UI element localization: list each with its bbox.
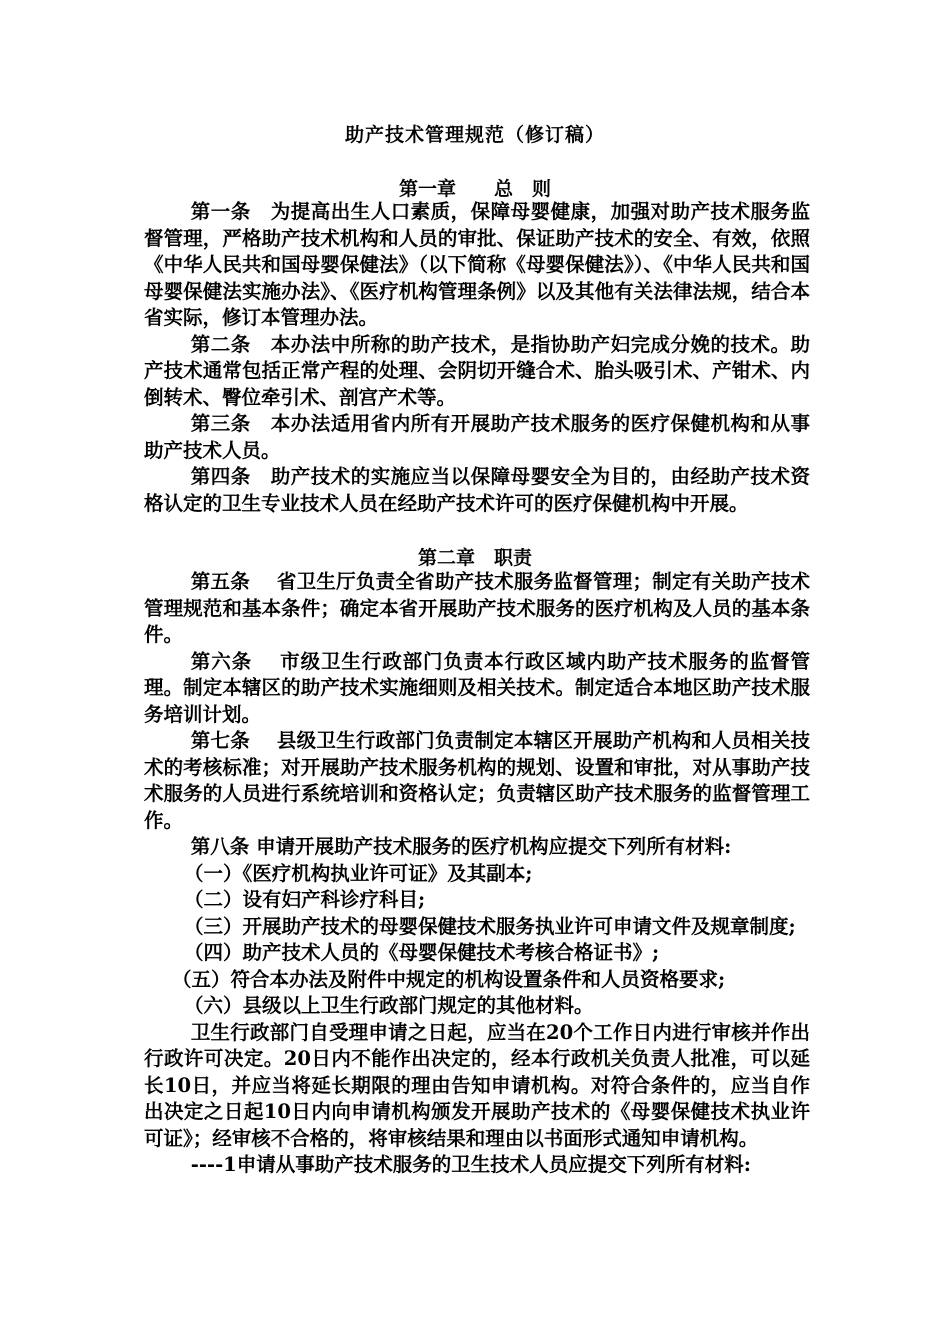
chapter-2-body [144,569,810,1179]
personnel-paragraph: ----1申请从事助产技术服务的卫生技术人员应提交下列所有材料: [190,1153,751,1176]
article-1: 第一条 为提高出生人口素质，保障母婴健康，加强对助产技术服务监督管理，严格助产技术机构和人员的审批、保证助产技术的安全、有效，依照《中华人民共和国母婴保健法》（以下简称《母婴保健法》）、《中华人民共和国母婴保健法实施办法》、《医疗机构管理条例》以及其他有关法律法规，结合本省实际，修订本管理办法。 [144,200,810,329]
list-item: （四）助产技术人员的《母婴保健技术考核合格证书》; [184,941,660,964]
list-item: （二）设有妇产科诊疗科目; [184,888,426,911]
article-7: 第七条 县级卫生行政部门负责制定本辖区开展助产机构和人员相关技术的考核标准；对开展助产技术服务机构的规划、设置和审批，对从事助产技术服务的人员进行系统培训和资格认定；负责辖区助产技术服务的监督管理工作。 [144,729,810,832]
list-item: （六）县级以上卫生行政部门规定的其他材料。 [184,994,594,1017]
article-5: 第五条 省卫生厅负责全省助产技术服务监督管理；制定有关助产技术管理规范和基本条件；确定本省开展助产技术服务的医疗机构及人员的基本条件。 [144,570,810,646]
article-8: 第八条 申请开展助产技术服务的医疗机构应提交下列所有材料: [190,835,732,858]
list-item: （三）开展助产技术的母婴保健技术服务执业许可申请文件及规章制度; [184,914,796,938]
article-3: 第三条 本办法适用省内所有开展助产技术服务的医疗保健机构和从事助产技术人员。 [144,412,810,462]
document-title: 助产技术管理规范（修订稿） [344,124,605,146]
approval-paragraph: 卫生行政部门自受理申请之日起，应当在20个工作日内进行审核并作出行政许可决定。20日内不能作出决定的，经本行政机关负责人批准，可以延长10日，并应当将延长期限的理由告知申请机构。对符合条件的，应当自作出决定之日起10日内向申请机构颁发开展助产技术的《母婴保健技术执业许可证》；经审核不合格的，将审核结果和理由以书面形式通知申请机构。 [144,1020,810,1150]
article-2: 第二条 本办法中所称的助产技术，是指协助产妇完成分娩的技术。助产技术通常包括正常产程的处理、会阴切开缝合术、胎头吸引术、产钳术、内倒转术、臀位牵引术、剖宫产术等。 [144,332,810,409]
chapter-1-heading: 第一章 总 则 [398,178,551,200]
chapter-2-heading: 第二章 职责 [417,547,532,569]
chapter-1-body [144,199,810,517]
list-item: （一）《医疗机构执业许可证》及其副本; [184,861,533,885]
list-item: （五）符合本办法及附件中规定的机构设置条件和人员资格要求; [172,967,726,991]
article-4: 第四条 助产技术的实施应当以保障母婴安全为目的，由经助产技术资格认定的卫生专业技术人员在经助产技术许可的医疗保健机构中开展。 [144,465,810,515]
article-6: 第六条 市级卫生行政部门负责本行政区域内助产技术服务的监督管理。制定本辖区的助产技术实施细则及相关技术。制定适合本地区助产技术服务培训计划。 [144,649,810,726]
